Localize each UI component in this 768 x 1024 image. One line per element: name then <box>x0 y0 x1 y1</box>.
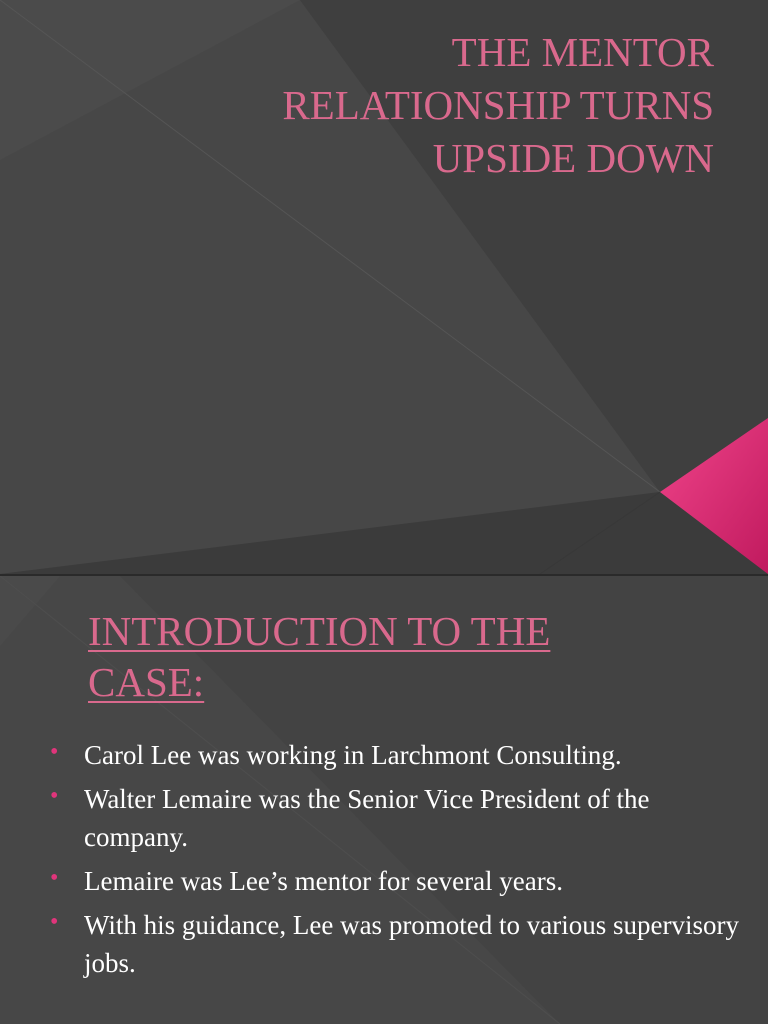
bullet-list <box>46 736 746 988</box>
content-slide <box>0 576 768 1024</box>
slide-title <box>200 26 714 185</box>
title-line: UPSIDE DOWN <box>432 135 714 181</box>
section-heading <box>88 606 728 708</box>
bullet-text: With his guidance, Lee was promoted to various supervisory jobs. <box>84 910 740 978</box>
bullet-text: Carol Lee was working in Larchmont Consulting. <box>84 740 622 770</box>
list-item <box>46 780 746 856</box>
heading-line: INTRODUCTION TO THE <box>88 608 551 654</box>
list-item <box>46 906 746 982</box>
bullet-dot-icon: • <box>50 739 59 765</box>
title-line: THE MENTOR <box>451 29 714 75</box>
bullet-text: Walter Lemaire was the Senior Vice President of the company. <box>84 784 650 852</box>
list-item <box>46 862 746 900</box>
bullet-dot-icon: • <box>50 909 59 935</box>
bullet-dot-icon: • <box>50 865 59 891</box>
bullet-dot-icon: • <box>50 783 59 809</box>
list-item <box>46 736 746 774</box>
heading-line: CASE: <box>88 659 205 705</box>
title-line: RELATIONSHIP TURNS <box>282 82 714 128</box>
bullet-text: Lemaire was Lee’s mentor for several years. <box>84 866 564 896</box>
